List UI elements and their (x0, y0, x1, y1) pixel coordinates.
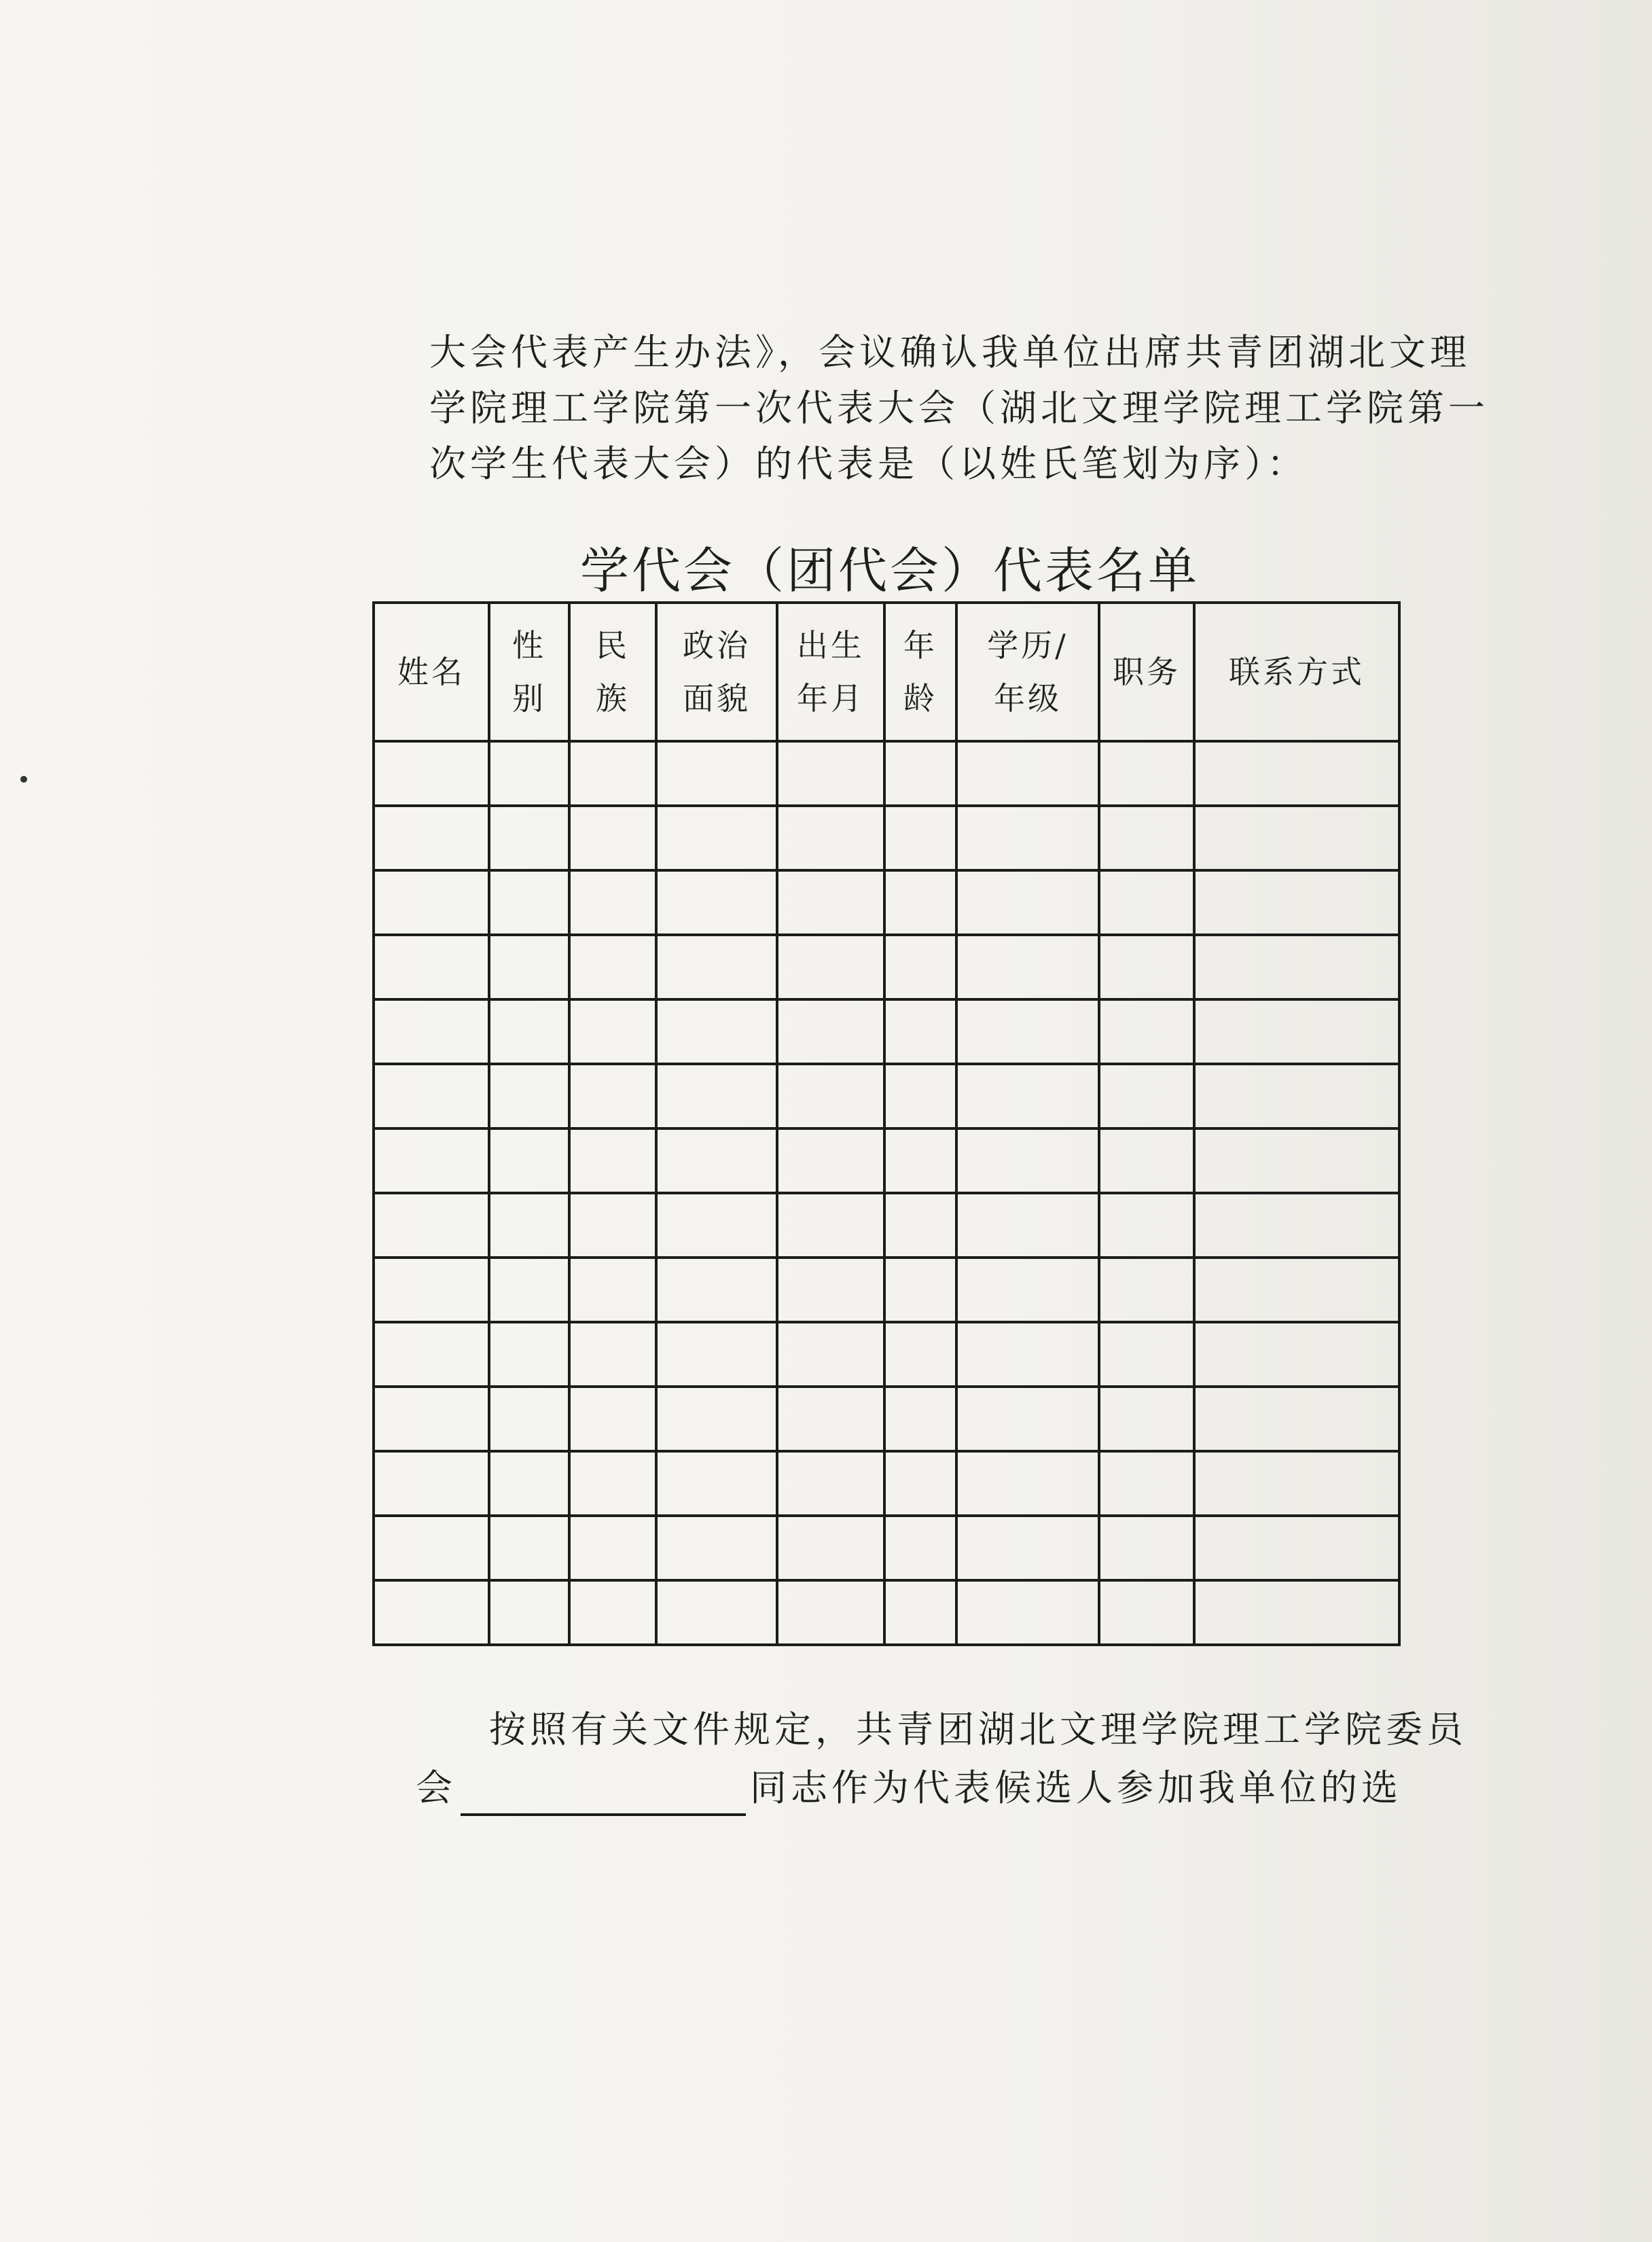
table-cell[interactable] (884, 1387, 956, 1451)
table-cell[interactable] (884, 935, 956, 999)
table-cell[interactable] (569, 1258, 656, 1322)
table-row (374, 1322, 1399, 1387)
table-cell[interactable] (956, 1580, 1099, 1645)
table-cell[interactable] (777, 1451, 884, 1516)
table-cell[interactable] (777, 1322, 884, 1387)
table-cell[interactable] (884, 1064, 956, 1128)
table-cell[interactable] (777, 1387, 884, 1451)
table-cell[interactable] (569, 1322, 656, 1387)
table-cell[interactable] (656, 1193, 777, 1258)
table-row (374, 935, 1399, 999)
table-title: 学代会（团代会）代表名单 (579, 542, 1200, 599)
table-row (374, 1516, 1399, 1580)
table-cell[interactable] (884, 741, 956, 806)
table-cell[interactable] (956, 1322, 1099, 1387)
table-cell[interactable] (1099, 870, 1194, 935)
table-cell[interactable] (777, 1580, 884, 1645)
table-row (374, 1064, 1399, 1128)
table-cell[interactable] (956, 1193, 1099, 1258)
table-cell[interactable] (1099, 935, 1194, 999)
intro-paragraph (429, 325, 1489, 492)
table-row (374, 1258, 1399, 1322)
table-cell[interactable] (1099, 1258, 1194, 1322)
table-body (374, 741, 1399, 1645)
table-cell[interactable] (884, 870, 956, 935)
table-cell[interactable] (1099, 1516, 1194, 1580)
table-cell[interactable] (956, 741, 1099, 806)
table-cell[interactable] (777, 1064, 884, 1128)
table-cell[interactable] (1099, 1193, 1194, 1258)
table-cell[interactable] (569, 1064, 656, 1128)
table-cell[interactable] (884, 1193, 956, 1258)
table-cell[interactable] (884, 806, 956, 870)
table-cell[interactable] (777, 870, 884, 935)
table-cell[interactable] (656, 806, 777, 870)
table-cell[interactable] (656, 1258, 777, 1322)
table-cell[interactable] (489, 1516, 569, 1580)
header-name: 姓名 (374, 603, 489, 741)
table-cell[interactable] (489, 1322, 569, 1387)
header-contact: 联系方式 (1194, 603, 1399, 741)
table-cell[interactable] (489, 1387, 569, 1451)
table-cell[interactable] (374, 1258, 489, 1322)
table-cell[interactable] (374, 1064, 489, 1128)
table-cell[interactable] (374, 1193, 489, 1258)
table-cell[interactable] (374, 1128, 489, 1193)
table-cell[interactable] (1194, 1516, 1399, 1580)
table-cell[interactable] (1194, 1580, 1399, 1645)
table-cell[interactable] (956, 806, 1099, 870)
intro-line-3: 次学生代表大会）的代表是（以姓氏笔划为序）： (429, 442, 1308, 485)
table-cell[interactable] (956, 935, 1099, 999)
table-cell[interactable] (656, 1387, 777, 1451)
table-cell[interactable] (1194, 1064, 1399, 1128)
table-cell[interactable] (1194, 1258, 1399, 1322)
table-cell[interactable] (956, 999, 1099, 1064)
table-cell[interactable] (569, 1451, 656, 1516)
table-cell[interactable] (1194, 806, 1399, 870)
closing-line-1-text: 按照有关文件规定，共青团湖北文理学院理工学院委员 (489, 1708, 1467, 1751)
table-row (374, 870, 1399, 935)
table-cell[interactable] (489, 1258, 569, 1322)
table-cell[interactable] (884, 1322, 956, 1387)
table-cell[interactable] (956, 1064, 1099, 1128)
table-cell[interactable] (777, 999, 884, 1064)
table-cell[interactable] (489, 870, 569, 935)
intro-line-1: 大会代表产生办法》，会议确认我单位出席共青团湖北文理 (429, 331, 1471, 374)
table-cell[interactable] (569, 1516, 656, 1580)
table-cell[interactable] (374, 806, 489, 870)
table-cell[interactable] (1099, 1451, 1194, 1516)
table-cell[interactable] (656, 935, 777, 999)
table-cell[interactable] (656, 1128, 777, 1193)
table-cell[interactable] (1099, 1580, 1194, 1645)
intro-line-2: 学院理工学院第一次代表大会（湖北文理学院理工学院第一 (429, 387, 1489, 429)
table-cell[interactable] (374, 935, 489, 999)
table-cell[interactable] (1194, 1322, 1399, 1387)
table-row (374, 1128, 1399, 1193)
name-fill-in-blank[interactable] (461, 1775, 746, 1816)
table-cell[interactable] (489, 806, 569, 870)
table-cell[interactable] (777, 1258, 884, 1322)
table-cell[interactable] (777, 806, 884, 870)
table-cell[interactable] (489, 1193, 569, 1258)
table-cell[interactable] (489, 935, 569, 999)
table-cell[interactable] (656, 1451, 777, 1516)
table-cell[interactable] (1194, 1451, 1399, 1516)
header-age: 年 龄 (884, 603, 956, 741)
table-cell[interactable] (884, 999, 956, 1064)
table-cell[interactable] (1099, 1128, 1194, 1193)
table-cell[interactable] (569, 1580, 656, 1645)
closing-line-2 (416, 1760, 1402, 1819)
table-cell[interactable] (569, 935, 656, 999)
header-gender: 性 别 (489, 603, 569, 741)
table-row (374, 806, 1399, 870)
table-cell[interactable] (374, 1580, 489, 1645)
table-row (374, 1387, 1399, 1451)
table-cell[interactable] (569, 870, 656, 935)
table-cell[interactable] (1099, 741, 1194, 806)
closing-line-2-prefix: 会 (416, 1766, 456, 1809)
header-birth-date: 出生 年月 (777, 603, 884, 741)
closing-line-1 (416, 1702, 1467, 1760)
closing-paragraph (416, 1702, 1467, 1819)
table-cell[interactable] (956, 1387, 1099, 1451)
table-cell[interactable] (1194, 1387, 1399, 1451)
table-cell[interactable] (374, 999, 489, 1064)
table-row (374, 1193, 1399, 1258)
table-cell[interactable] (956, 1128, 1099, 1193)
table-cell[interactable] (884, 1258, 956, 1322)
table-cell[interactable] (1194, 870, 1399, 935)
table-cell[interactable] (1099, 1064, 1194, 1128)
header-education-grade: 学历/ 年级 (956, 603, 1099, 741)
table-cell[interactable] (1099, 806, 1194, 870)
table-cell[interactable] (656, 1516, 777, 1580)
table-cell[interactable] (569, 999, 656, 1064)
table-cell[interactable] (656, 1064, 777, 1128)
table-cell[interactable] (569, 1128, 656, 1193)
table-cell[interactable] (489, 1064, 569, 1128)
table-cell[interactable] (1099, 1322, 1194, 1387)
table-cell[interactable] (374, 1451, 489, 1516)
table-cell[interactable] (1099, 1387, 1194, 1451)
table-cell[interactable] (956, 1516, 1099, 1580)
closing-line-2-suffix: 同志作为代表候选人参加我单位的选 (750, 1766, 1402, 1809)
table-cell[interactable] (656, 741, 777, 806)
table-cell[interactable] (656, 1322, 777, 1387)
table-row (374, 741, 1399, 806)
table-cell[interactable] (569, 806, 656, 870)
table-cell[interactable] (777, 1193, 884, 1258)
table-cell[interactable] (956, 1258, 1099, 1322)
table-cell[interactable] (956, 870, 1099, 935)
table-cell[interactable] (1194, 741, 1399, 806)
stray-ink-dot (20, 776, 27, 783)
table-row (374, 999, 1399, 1064)
header-position: 职务 (1099, 603, 1194, 741)
table-cell[interactable] (777, 741, 884, 806)
table-cell[interactable] (569, 741, 656, 806)
table-cell[interactable] (489, 1451, 569, 1516)
table-cell[interactable] (884, 1451, 956, 1516)
table-row (374, 1451, 1399, 1516)
table-cell[interactable] (1194, 1193, 1399, 1258)
table-cell[interactable] (489, 741, 569, 806)
header-political-status: 政治 面貌 (656, 603, 777, 741)
table-cell[interactable] (656, 999, 777, 1064)
table-cell[interactable] (1194, 1128, 1399, 1193)
table-cell[interactable] (1194, 999, 1399, 1064)
table-header-row (374, 603, 1399, 741)
table-cell[interactable] (884, 1580, 956, 1645)
table-cell[interactable] (489, 1580, 569, 1645)
table-cell[interactable] (1194, 935, 1399, 999)
representative-roster-table (372, 601, 1401, 1646)
table-cell[interactable] (656, 1580, 777, 1645)
table-cell[interactable] (374, 1322, 489, 1387)
header-ethnicity: 民 族 (569, 603, 656, 741)
table-cell[interactable] (1099, 999, 1194, 1064)
table-cell[interactable] (777, 935, 884, 999)
table-cell[interactable] (569, 1387, 656, 1451)
table-cell[interactable] (489, 1128, 569, 1193)
table-cell[interactable] (374, 870, 489, 935)
table-cell[interactable] (569, 1193, 656, 1258)
table-cell[interactable] (956, 1451, 1099, 1516)
table-cell[interactable] (884, 1128, 956, 1193)
table-row (374, 1580, 1399, 1645)
table-cell[interactable] (374, 1516, 489, 1580)
table-cell[interactable] (374, 741, 489, 806)
table-cell[interactable] (656, 870, 777, 935)
table-cell[interactable] (374, 1387, 489, 1451)
table-cell[interactable] (777, 1516, 884, 1580)
table-cell[interactable] (777, 1128, 884, 1193)
table-cell[interactable] (884, 1516, 956, 1580)
table-cell[interactable] (489, 999, 569, 1064)
